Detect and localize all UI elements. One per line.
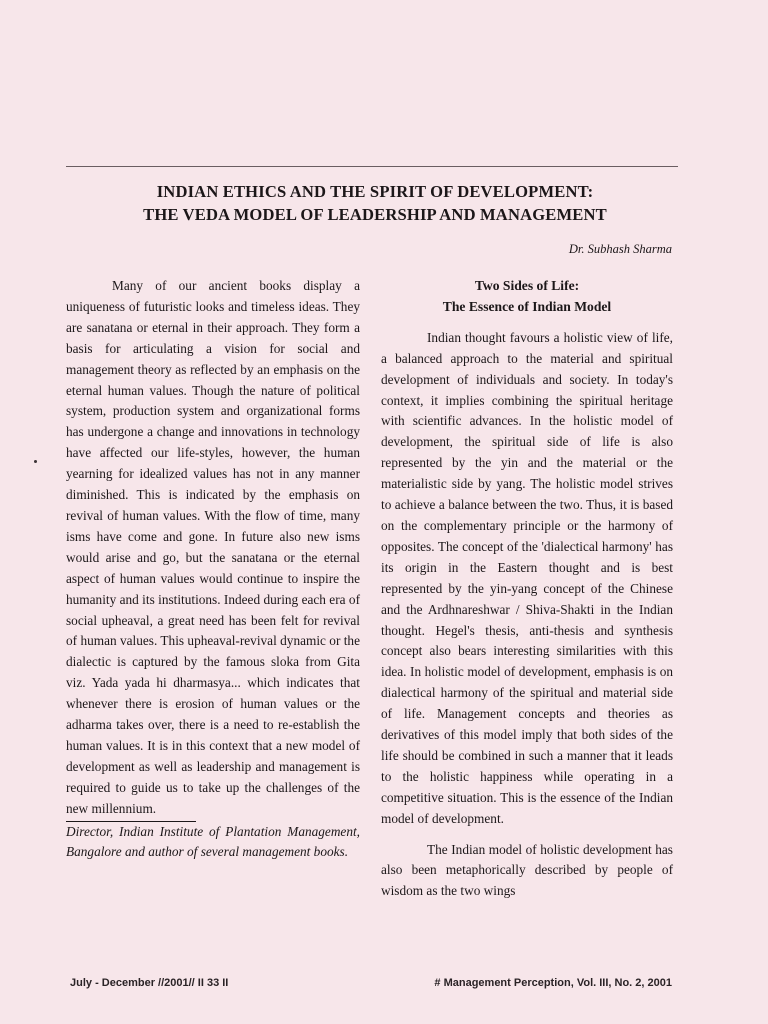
author-footnote: Director, Indian Institute of Plantation Management, Bangalore and author of several management books. <box>66 823 360 860</box>
title-line-2: THE VEDA MODEL OF LEADERSHIP AND MANAGEMENT <box>143 205 607 224</box>
footer-journal: # Management Perception, Vol. III, No. 2, 2001 <box>434 977 672 989</box>
section-heading-line-2: The Essence of Indian Model <box>442 298 612 314</box>
right-column <box>381 276 673 902</box>
section-heading <box>381 276 673 318</box>
intro-paragraph: Many of our ancient books display a uniqueness of futuristic looks and timeless ideas. They are sanatana or eternal in their approach. They form a basis for articulating a vision for social and management theory as reflected by an emphasis on the eternal human values. Though the nature of political system, production system and organizational forms has undergone a change and innovations in technology have affected our life-styles, however, the human yearning for idealized values has not in any manner diminished. This is indicated by the emphasis on revival of human values. With the flow of time, many isms have come and gone. In future also new isms would arise and go, but the sanatana or the eternal aspect of human values would continue to inspire the humanity and its institutions. Indeed during each era of social upheaval, a great need has been felt for revival of human values. This upheaval-revival dynamic or the dialectic is captured by the famous sloka from Gita viz. Yada yada hi dharmasya... which indicates that whenever there is erosion of human values or the adharma takes over, there is a need to re-establish the human values. It is in this context that a new model of development as well as leadership and management is required to guide us to take up the challenges of the new millennium. <box>66 278 360 816</box>
left-column <box>66 276 360 863</box>
body-paragraph-1: Indian thought favours a holistic view of life, a balanced approach to the material and spiritual development of individuals and society. In today's context, it implies combining the spiritual heritage with scientific advances. In the holistic model of development, the spiritual side of life is also represented by the yin and the material or the materialistic side by yang. The holistic model strives to achieve a balance between the two. Thus, it is based on the complementary principle or the harmony of opposites. The concept of the 'dialectical harmony' has its origin in the Eastern thought and is best represented by the yin-yang concept of the Chinese and the Ardhnareshwar / Shiva-Shakti in the Indian thought. Hegel's thesis, anti-thesis and synthesis concept also bears interesting similarities with this idea. In holistic model of development, emphasis is on dialectical harmony of the spiritual and material side of life. Management concepts and theories as derivatives of this model imply that both sides of the life should be combined in such a manner that it leads to the holistic happiness while operating in a competitive situation. This is the essence of the Indian model of development. <box>381 329 673 826</box>
scan-speck <box>34 460 37 463</box>
title-line-1: INDIAN ETHICS AND THE SPIRIT OF DEVELOPMENT: <box>156 182 594 201</box>
section-heading-line-1: Two Sides of Life: <box>474 278 580 293</box>
header-rule <box>66 166 678 167</box>
footer-issue: July - December //2001// II 33 II <box>70 977 229 989</box>
body-paragraph-2: The Indian model of holistic development has also been metaphorically described by people of wisdom as the two wings <box>381 841 673 899</box>
author-name: Dr. Subhash Sharma <box>568 242 672 256</box>
article-title <box>60 180 690 226</box>
